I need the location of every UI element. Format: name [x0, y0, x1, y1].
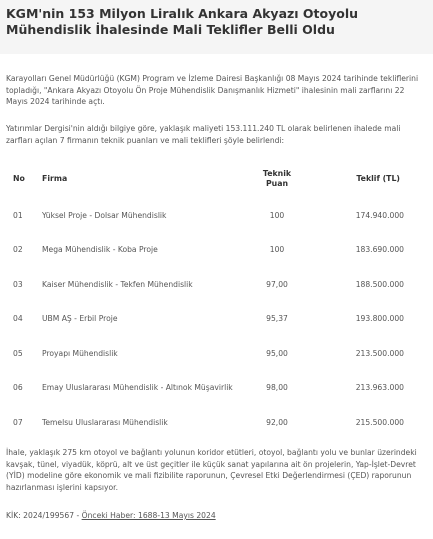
- row-firma: Temelsu Uluslararası Mühendislik: [42, 417, 168, 427]
- header-puan-line2: Puan: [265, 179, 289, 188]
- table-row: [6, 371, 408, 406]
- row-puan: 95,37: [266, 314, 288, 324]
- row-puan: 98,00: [266, 383, 288, 393]
- row-puan: 100: [269, 210, 285, 220]
- kik-reference-line: [6, 510, 216, 521]
- row-firma: UBM AŞ - Erbil Proje: [42, 314, 118, 324]
- row-no: 01: [13, 210, 23, 220]
- row-no: 05: [13, 348, 23, 358]
- article-paragraph-intro: Karayolları Genel Müdürlüğü (KGM) Program ve İzleme Dairesi Başkanlığı 08 Mayıs 2024 tarihinde tekliflerini topladığı, "Ankara Akyazı Otoyolu Ön Proje Mühendislik Danışmanlık Hizmeti" ihalesinin mali zarflarını 22 Mayıs 2024 tarihinde açtı.: [6, 74, 419, 106]
- row-no: 04: [13, 314, 23, 324]
- bids-table: [6, 160, 408, 440]
- bids-table-header-row: [6, 160, 408, 198]
- table-row: [6, 267, 408, 302]
- table-row: [6, 198, 408, 233]
- row-teklif: 183.690.000: [355, 245, 404, 255]
- row-no: 03: [13, 279, 23, 289]
- previous-news-link[interactable]: Önceki Haber: 1688-13 Mayıs 2024: [81, 511, 216, 520]
- article-title-line2: Mühendislik İhalesinde Mali Teklifler Belli Oldu: [6, 22, 335, 37]
- header-puan-line1: Teknik: [262, 169, 292, 178]
- article-paragraph-scope: İhale, yaklaşık 275 km otoyol ve bağlantı yolunun koridor etütleri, otoyol, bağlantı yolu ve bunlar üzerindeki kavşak, tünel, viyadük, köprü, alt ve üst geçitler ile küçük sanat yapılarına ait ön projelerin, Yap-İşlet-Devret (YİD) modeline göre ekonomik ve mali fizibilite raporunun, Çevresel Etki Değerlendirmesi (ÇED) raporunun hazırlanması işlerini kapsıyor.: [6, 448, 417, 492]
- table-row: [6, 405, 408, 440]
- row-teklif: 213.500.000: [355, 348, 404, 358]
- row-teklif: 213.963.000: [355, 383, 404, 393]
- row-teklif: 174.940.000: [355, 210, 404, 220]
- table-row: [6, 302, 408, 337]
- row-firma: Mega Mühendislik - Koba Proje: [42, 245, 158, 255]
- table-row: [6, 233, 408, 268]
- row-no: 06: [13, 383, 23, 393]
- row-teklif: 193.800.000: [355, 314, 404, 324]
- article-paragraph-summary: Yatırımlar Dergisi'nin aldığı bilgiye göre, yaklaşık maliyeti 153.111.240 TL olarak belirlenen ihalede mali zarfları açılan 7 firmanın teknik puanları ve mali teklifleri şöyle belirlendi:: [6, 124, 401, 145]
- article-header: [0, 0, 433, 54]
- row-teklif: 215.500.000: [355, 417, 404, 427]
- row-firma: Proyapı Mühendislik: [42, 348, 118, 358]
- row-no: 02: [13, 245, 23, 255]
- header-firma: Firma: [42, 174, 68, 183]
- row-puan: 97,00: [266, 279, 288, 289]
- header-teknik-puan: [251, 160, 303, 198]
- header-teklif: Teklif (TL): [356, 174, 400, 183]
- row-firma: Kaiser Mühendislik - Tekfen Mühendislik: [42, 279, 193, 289]
- article-title-line1: KGM'nin 153 Milyon Liralık Ankara Akyazı Otoyolu: [6, 6, 359, 21]
- row-firma: Yüksel Proje - Dolsar Mühendislik: [42, 210, 167, 220]
- row-firma: Emay Uluslararası Mühendislik - Altınok Müşavirlik: [42, 383, 233, 393]
- row-teklif: 188.500.000: [355, 279, 404, 289]
- table-row: [6, 336, 408, 371]
- row-puan: 95,00: [266, 348, 288, 358]
- row-no: 07: [13, 417, 23, 427]
- row-puan: 100: [269, 245, 285, 255]
- article-title: [6, 6, 427, 38]
- kik-reference: KİK: 2024/199567 -: [6, 511, 82, 520]
- header-no: No: [13, 174, 25, 183]
- row-puan: 92,00: [266, 417, 288, 427]
